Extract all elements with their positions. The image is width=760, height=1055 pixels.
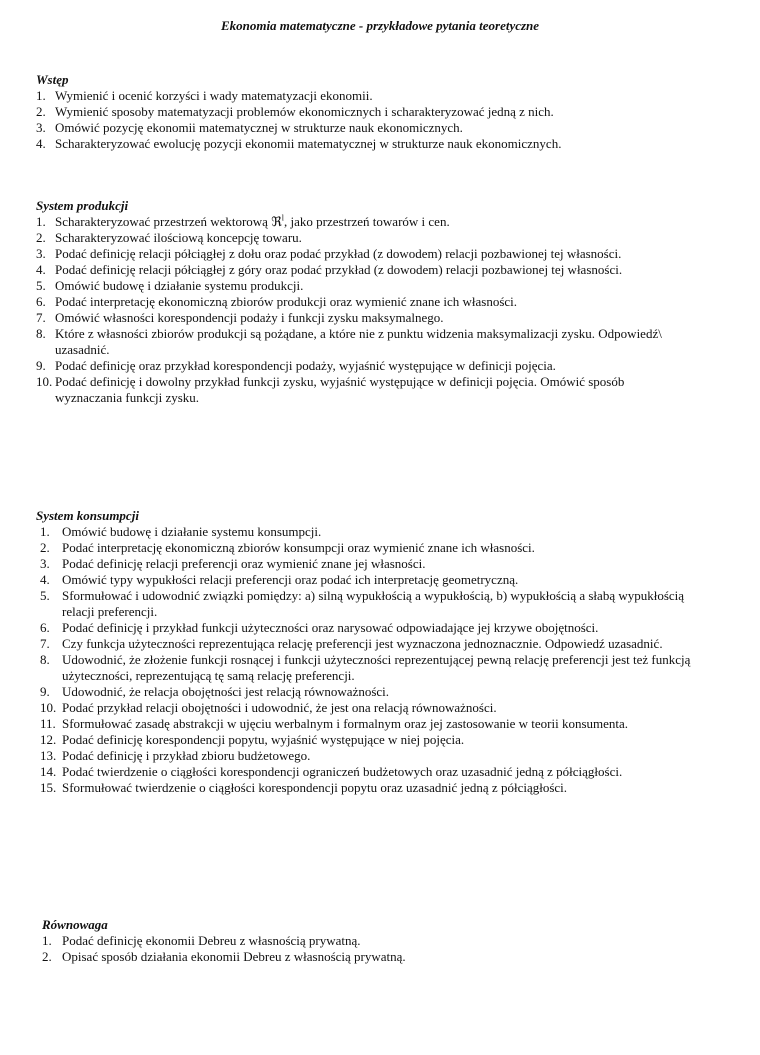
item-text: Podać definicję relacji półciągłej z dołu oraz podać przykład (z dowodem) relacji pozbawionej tej własności.: [55, 246, 622, 261]
list-item: [0, 214, 760, 230]
item-text: Udowodnić, że złożenie funkcji rosnącej i funkcji użyteczności reprezentującej pewną relację preferencji jest też funkcją użyteczności, reprezentującą tę samą relację preferencji.: [62, 652, 691, 683]
item-number: 1.: [40, 524, 50, 539]
item-text: Omówić pozycję ekonomii matematycznej w strukturze nauk ekonomicznych.: [55, 120, 463, 135]
list-item: [0, 732, 760, 748]
list-item: [0, 326, 760, 358]
item-number: 2.: [36, 104, 46, 119]
list-item: [0, 136, 760, 152]
item-number: 2.: [42, 949, 52, 964]
item-text: Scharakteryzować ilościową koncepcję towaru.: [55, 230, 302, 245]
superscript: l: [281, 213, 285, 223]
list-item: [0, 262, 760, 278]
item-number: 6.: [40, 620, 50, 635]
section-rownowaga: [0, 917, 760, 965]
item-number: 1.: [42, 933, 52, 948]
item-text: Podać definicję oraz przykład korespondencji podaży, wyjaśnić występujące w definicji pojęcia.: [55, 358, 556, 373]
list-item: [0, 716, 760, 732]
item-text: Omówić typy wypukłości relacji preferencji oraz podać ich interpretację geometryczną.: [62, 572, 519, 587]
list-item: [0, 572, 760, 588]
list-item: [0, 230, 760, 246]
item-text: Scharakteryzować przestrzeń wektorową ℜ: [55, 214, 282, 229]
list-item: [0, 684, 760, 700]
list-item: [0, 949, 760, 965]
item-number: 4.: [36, 136, 46, 151]
section-wstep: [0, 72, 760, 152]
item-number: 15.: [40, 780, 57, 795]
section-heading: System konsumpcji: [36, 508, 139, 523]
item-number: 7.: [40, 636, 50, 651]
item-text: Wymienić i ocenić korzyści i wady matematyzacji ekonomii.: [55, 88, 373, 103]
item-text: Które z własności zbiorów produkcji są pożądane, a które nie z punktu widzenia maksymalizacji zysku. Odpowiedź\ uzasadnić.: [55, 326, 662, 357]
item-text: Podać interpretację ekonomiczną zbiorów konsumpcji oraz wymienić znane ich własności.: [62, 540, 535, 555]
question-list: [0, 88, 760, 152]
question-list: [0, 214, 760, 406]
list-item: [0, 120, 760, 136]
item-text: Czy funkcja użyteczności reprezentująca relację preferencji jest wyznaczona jednoznacznie. Odpowiedź uzasadnić.: [62, 636, 663, 651]
list-item: [0, 524, 760, 540]
item-number: 11.: [40, 716, 56, 731]
item-text: Sformułować i udowodnić związki pomiędzy: a) silną wypukłością a wypukłością, b) wypukłością a słabą wypukłością relacji preferencji.: [62, 588, 685, 619]
item-number: 5.: [36, 278, 46, 293]
section-system-konsumpcji: [0, 508, 760, 796]
list-item: [0, 652, 760, 684]
list-item: [0, 246, 760, 262]
item-text: Udowodnić, że relacja obojętności jest relacją równoważności.: [62, 684, 390, 699]
item-number: 10.: [40, 700, 57, 715]
item-text: Podać definicję i przykład zbioru budżetowego.: [62, 748, 311, 763]
section-heading: System produkcji: [36, 198, 129, 213]
item-text: Sformułować twierdzenie o ciągłości korespondencji popytu oraz uzasadnić jedną z półciągłości.: [62, 780, 568, 795]
item-text-tail: , jako przestrzeń towarów i cen.: [284, 214, 450, 229]
item-text: Sformułować zasadę abstrakcji w ujęciu werbalnym i formalnym oraz jej zastosowanie w teorii konsumenta.: [62, 716, 629, 731]
list-item: [0, 748, 760, 764]
section-heading: Wstęp: [36, 72, 69, 87]
item-number: 10.: [36, 374, 53, 389]
item-text: Podać definicję i przykład funkcji użyteczności oraz narysować odpowiadające jej krzywe obojętności.: [62, 620, 599, 635]
item-text: Opisać sposób działania ekonomii Debreu z własnością prywatną.: [62, 949, 406, 964]
section-heading: Równowaga: [42, 917, 108, 932]
question-list: [0, 933, 760, 965]
item-number: 5.: [40, 588, 50, 603]
item-number: 12.: [40, 732, 57, 747]
item-text: Podać definicję relacji preferencji oraz wymienić znane jej własności.: [62, 556, 426, 571]
item-number: 1.: [36, 88, 46, 103]
item-text: Podać twierdzenie o ciągłości korespondencji ograniczeń budżetowych oraz uzasadnić jedną z półciągłości.: [62, 764, 623, 779]
item-text: Omówić budowę i działanie systemu konsumpcji.: [62, 524, 322, 539]
item-text: Podać definicję relacji półciągłej z góry oraz podać przykład (z dowodem) relacji pozbawionej tej własności.: [55, 262, 623, 277]
section-system-produkcji: [0, 198, 760, 406]
item-number: 7.: [36, 310, 46, 325]
list-item: [0, 588, 760, 620]
list-item: [0, 278, 760, 294]
list-item: [0, 310, 760, 326]
item-text: Podać przykład relacji obojętności i udowodnić, że jest ona relacją równoważności.: [62, 700, 497, 715]
list-item: [0, 933, 760, 949]
item-text: Podać definicję i dowolny przykład funkcji zysku, wyjaśnić występujące w definicji pojęcia. Omówić sposób wyznaczania funkcji zysku.: [55, 374, 625, 405]
item-number: 8.: [40, 652, 50, 667]
list-item: [0, 700, 760, 716]
item-number: 9.: [36, 358, 46, 373]
item-number: 3.: [36, 246, 46, 261]
item-text: Wymienić sposoby matematyzacji problemów ekonomicznych i scharakteryzować jedną z nich.: [55, 104, 554, 119]
item-number: 3.: [40, 556, 50, 571]
list-item: [0, 636, 760, 652]
list-item: [0, 764, 760, 780]
item-text: Omówić budowę i działanie systemu produkcji.: [55, 278, 304, 293]
item-number: 14.: [40, 764, 57, 779]
list-item: [0, 358, 760, 374]
list-item: [0, 294, 760, 310]
item-number: 3.: [36, 120, 46, 135]
list-item: [0, 104, 760, 120]
item-number: 6.: [36, 294, 46, 309]
list-item: [0, 540, 760, 556]
item-number: 13.: [40, 748, 57, 763]
question-list: [0, 524, 760, 796]
list-item: [0, 780, 760, 796]
item-number: 2.: [36, 230, 46, 245]
item-text: Omówić własności korespondencji podaży i funkcji zysku maksymalnego.: [55, 310, 444, 325]
item-number: 4.: [40, 572, 50, 587]
item-text: Podać definicję ekonomii Debreu z własnością prywatną.: [62, 933, 361, 948]
list-item: [0, 556, 760, 572]
item-number: 1.: [36, 214, 46, 229]
item-text: Scharakteryzować ewolucję pozycji ekonomii matematycznej w strukturze nauk ekonomicznych.: [55, 136, 562, 151]
item-number: 2.: [40, 540, 50, 555]
list-item: [0, 374, 760, 406]
list-item: [0, 88, 760, 104]
item-text: Podać definicję korespondencji popytu, wyjaśnić występujące w niej pojęcia.: [62, 732, 465, 747]
item-number: 4.: [36, 262, 46, 277]
item-number: 9.: [40, 684, 50, 699]
item-number: 8.: [36, 326, 46, 341]
item-text: Podać interpretację ekonomiczną zbiorów produkcji oraz wymienić znane ich własności.: [55, 294, 518, 309]
list-item: [0, 620, 760, 636]
page-title: Ekonomia matematyczne - przykładowe pytania teoretyczne: [220, 18, 540, 33]
